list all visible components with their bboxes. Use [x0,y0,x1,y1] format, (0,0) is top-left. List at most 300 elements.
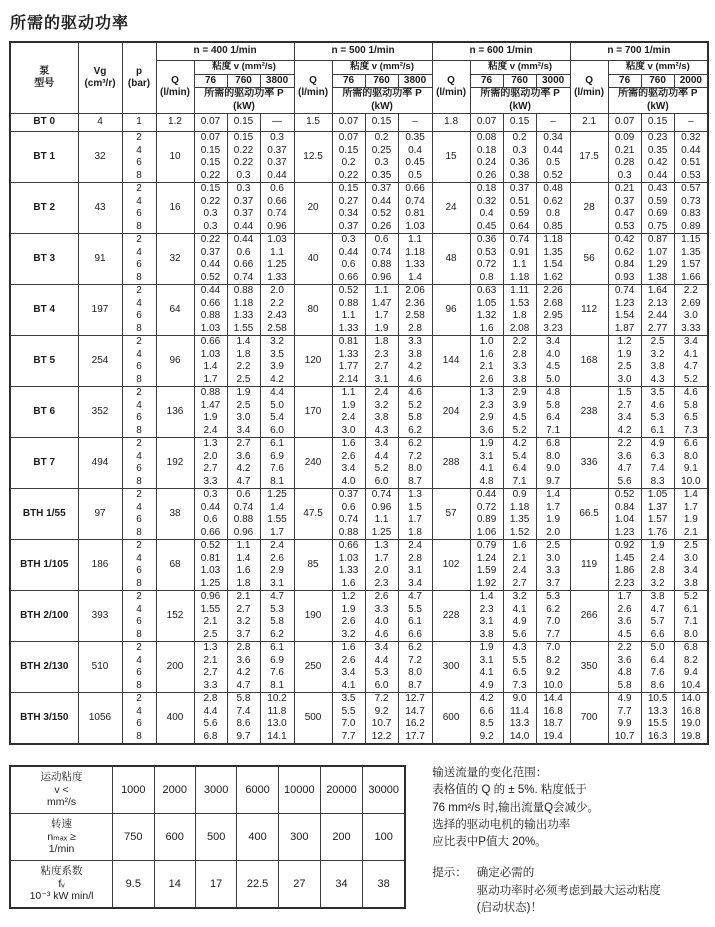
visc-row-label-2: 粘度系数 fᵥ 10⁻³ kW min/l [10,861,113,909]
pump-row-bt-3 [10,234,708,285]
pump-pressures: 2 4 6 8 [122,183,156,234]
power-values-0-1: 1.4 1.8 2.2 2.5 [227,336,260,387]
power-values-2-0: 0.63 1.05 1.32 1.6 [470,285,503,336]
power-values-3-2: 3.4 4.1 4.7 5.2 [674,336,708,387]
viscosity-label-0: 粘度 v (mm²/s) [194,61,294,75]
power-values-0-1: 0.15 0.22 0.22 0.3 [227,132,260,183]
pump-flow-3: 28 [570,183,608,234]
power-values-0-0: 0.52 0.81 1.03 1.25 [194,540,227,591]
pump-vg: 43 [78,183,122,234]
power-values-3-1: 3.8 4.7 5.7 6.6 [641,591,674,642]
col-header-pump-model: 泵 型号 [10,42,78,114]
pump-flow-0: 68 [156,540,194,591]
power-values-1-2: 0.35 0.4 0.45 0.5 [398,132,432,183]
viscosity-tick-2-2: 3000 [536,74,570,88]
power-values-0-1: 0.3 0.37 0.37 0.44 [227,183,260,234]
viscosity-label-2: 粘度 v (mm²/s) [470,61,570,75]
tip-line-1: 驱动功率时必须考虑到最大运动粘度 [476,884,661,897]
pump-pressures: 2 4 6 8 [122,642,156,693]
power-values-3-1: 10.5 13.3 15.5 16.3 [641,693,674,745]
visc-row-0 [10,766,405,814]
power-values-2-0: 0.36 0.53 0.72 0.8 [470,234,503,285]
pump-flow-1: 80 [294,285,332,336]
pump-flow-2: 1.8 [432,114,470,132]
visc-value-0-2: 3000 [195,766,236,814]
speed-group-header-3: n = 700 1/min [570,42,708,61]
power-values-0-0: 0.07 [194,114,227,132]
power-values-3-2: 14.0 16.8 19.0 19.8 [674,693,708,745]
power-values-0-2: 1.03 1.1 1.25 1.33 [260,234,294,285]
power-values-2-1: 0.37 0.51 0.59 0.64 [503,183,536,234]
visc-row-label-1: 转速 nₘₐₓ ≥ 1/min [10,814,113,861]
pump-vg: 186 [78,540,122,591]
power-values-2-1: 9.0 11.4 13.3 14.0 [503,693,536,745]
power-values-1-0: 0.07 0.15 0.2 0.22 [332,132,365,183]
power-values-2-1: 0.15 [503,114,536,132]
pump-flow-2: 15 [432,132,470,183]
power-values-3-1: 0.43 0.59 0.69 0.75 [641,183,674,234]
pump-vg: 352 [78,387,122,438]
power-values-2-2: 0.48 0.62 0.8 0.85 [536,183,570,234]
power-values-3-1: 3.5 4.6 5.3 6.1 [641,387,674,438]
power-values-1-0: 1.6 2.6 3.4 4.1 [332,642,365,693]
visc-value-2-1: 14 [154,861,195,909]
pump-flow-3: 66.5 [570,489,608,540]
pump-flow-1: 250 [294,642,332,693]
pump-model: BTH 2/130 [10,642,78,693]
power-values-1-1: 1.1 1.47 1.7 1.9 [365,285,398,336]
power-values-1-1: 0.37 0.44 0.52 0.26 [365,183,398,234]
power-values-2-0: 1.0 1.6 2.1 2.6 [470,336,503,387]
visc-row-label-0: 运动粘度 v < mm²/s [10,766,113,814]
col-header-flow-3: Q (l/min) [570,61,608,114]
power-values-3-2: 6.6 8.0 9.1 10.0 [674,438,708,489]
pump-row-bt-1 [10,132,708,183]
power-values-3-1: 1.05 1.37 1.57 1.76 [641,489,674,540]
power-values-1-2: 0.66 0.74 0.81 1.03 [398,183,432,234]
power-values-1-0: 0.66 1.03 1.33 1.6 [332,540,365,591]
note-line-2: 76 mm²/s 时,输出流量Q会减少。 [432,801,600,814]
pump-flow-1: 240 [294,438,332,489]
col-header-flow-1: Q (l/min) [294,61,332,114]
viscosity-label-1: 粘度 v (mm²/s) [332,61,432,75]
note-line-0: 输送流量的变化范围： [432,767,548,779]
pump-flow-0: 96 [156,336,194,387]
power-values-3-2: 2.2 2.69 3.0 3.33 [674,285,708,336]
pump-flow-1: 12.5 [294,132,332,183]
visc-value-1-4: 300 [278,814,320,861]
power-values-0-1: 2.8 3.6 4.2 4.7 [227,642,260,693]
viscosity-label-3: 粘度 v (mm²/s) [608,61,708,75]
pump-flow-3: 2.1 [570,114,608,132]
pump-row-bt-0 [10,114,708,132]
speed-group-header-0: n = 400 1/min [156,42,294,61]
note-line-1: 表格值的 Q 的 ± 5%. 粘度低于 [432,784,587,797]
power-values-2-2: 3.4 4.0 4.5 5.0 [536,336,570,387]
power-values-2-1: 4.2 5.4 6.4 7.1 [503,438,536,489]
visc-value-0-5: 20000 [320,766,362,814]
power-values-0-2: — [260,114,294,132]
power-values-2-0: 0.07 [470,114,503,132]
power-values-1-0: 0.52 0.88 1.1 1.33 [332,285,365,336]
visc-row-2 [10,861,405,909]
pump-flow-0: 16 [156,183,194,234]
pump-flow-1: 170 [294,387,332,438]
visc-value-0-6: 30000 [363,766,406,814]
power-values-3-0: 0.21 0.37 0.47 0.53 [608,183,641,234]
pump-flow-3: 238 [570,387,608,438]
power-values-3-1: 4.9 6.3 7.4 8.3 [641,438,674,489]
viscosity-tick-2-1: 760 [503,74,536,88]
pump-flow-0: 38 [156,489,194,540]
pump-row-bt-2 [10,183,708,234]
power-label-3: 所需的驱动功率 P (kW) [608,88,708,114]
power-values-0-0: 0.88 1.47 1.9 2.4 [194,387,227,438]
col-header-vg: Vg (cm³/r) [78,42,122,114]
power-values-3-2: 1.15 1.35 1.57 1.66 [674,234,708,285]
viscosity-limits-table [9,765,406,909]
visc-value-1-1: 600 [154,814,195,861]
power-values-1-2: 2.06 2.36 2.58 2.8 [398,285,432,336]
pump-flow-2: 102 [432,540,470,591]
power-values-1-2: 3.3 3.8 4.2 4.6 [398,336,432,387]
pump-flow-3: 700 [570,693,608,745]
pump-flow-2: 144 [432,336,470,387]
power-label-1: 所需的驱动功率 P (kW) [332,88,432,114]
visc-value-0-4: 10000 [278,766,320,814]
pump-pressures: 2 4 6 8 [122,540,156,591]
power-values-0-0: 0.66 1.03 1.4 1.7 [194,336,227,387]
power-values-0-1: 5.8 7.4 8.6 9.7 [227,693,260,745]
pump-flow-0: 200 [156,642,194,693]
pump-flow-0: 10 [156,132,194,183]
pump-model: BT 4 [10,285,78,336]
power-values-3-0: 0.74 1.23 1.54 1.87 [608,285,641,336]
power-values-3-2: – [674,114,708,132]
power-values-2-1: 4.3 5.5 6.5 7.3 [503,642,536,693]
pump-pressures: 2 4 6 8 [122,234,156,285]
pump-flow-1: 20 [294,183,332,234]
power-values-3-2: 0.57 0.73 0.83 0.89 [674,183,708,234]
speed-group-header-2: n = 600 1/min [432,42,570,61]
pump-model: BT 6 [10,387,78,438]
pump-model: BTH 3/150 [10,693,78,745]
power-values-2-1: 2.9 3.9 4.5 5.2 [503,387,536,438]
power-values-1-0: 0.3 0.44 0.6 0.66 [332,234,365,285]
pump-vg: 197 [78,285,122,336]
pump-flow-0: 400 [156,693,194,745]
pump-flow-1: 1.5 [294,114,332,132]
power-values-1-0: 0.07 [332,114,365,132]
pump-flow-3: 112 [570,285,608,336]
pump-vg: 1056 [78,693,122,745]
power-values-1-1: 0.74 0.96 1.1 1.25 [365,489,398,540]
power-values-1-0: 1.1 1.9 2.4 3.0 [332,387,365,438]
tip-line-2: (启动状态)！ [476,901,542,914]
power-values-3-0: 0.42 0.62 0.84 0.93 [608,234,641,285]
visc-value-2-4: 27 [278,861,320,909]
power-values-2-2: 5.3 6.2 7.0 7.7 [536,591,570,642]
pump-vg: 393 [78,591,122,642]
tip-line-0: 确定必需的 [476,867,535,880]
pump-flow-3: 336 [570,438,608,489]
power-values-1-0: 1.6 2.6 3.4 4.0 [332,438,365,489]
power-values-2-1: 0.2 0.3 0.36 0.38 [503,132,536,183]
power-values-1-1: 0.2 0.25 0.3 0.35 [365,132,398,183]
pump-vg: 494 [78,438,122,489]
power-values-3-2: 4.6 5.8 6.5 7.3 [674,387,708,438]
pump-pressures: 2 4 6 8 [122,591,156,642]
pump-flow-0: 192 [156,438,194,489]
visc-value-2-0: 9.5 [113,861,154,909]
power-values-1-2: 4.6 5.2 5.8 6.2 [398,387,432,438]
pump-flow-2: 600 [432,693,470,745]
power-values-1-2: 6.2 7.2 8.0 8.7 [398,642,432,693]
page-title: 所需的驱动功率 [10,15,130,32]
power-values-1-1: 3.4 4.4 5.3 6.0 [365,642,398,693]
power-values-1-2: – [398,114,432,132]
power-values-2-2: 14.4 16.8 18.7 19.4 [536,693,570,745]
visc-value-1-3: 400 [237,814,278,861]
pump-flow-3: 56 [570,234,608,285]
pump-flow-3: 168 [570,336,608,387]
pump-flow-0: 32 [156,234,194,285]
power-values-2-0: 0.79 1.24 1.59 1.92 [470,540,503,591]
visc-row-1 [10,814,405,861]
power-values-2-0: 1.3 2.3 2.9 3.6 [470,387,503,438]
pump-flow-2: 96 [432,285,470,336]
power-values-1-0: 0.81 1.33 1.77 2.14 [332,336,365,387]
visc-value-1-6: 100 [363,814,406,861]
power-values-0-0: 0.15 0.22 0.3 0.3 [194,183,227,234]
visc-value-1-5: 200 [320,814,362,861]
power-values-3-2: 0.32 0.44 0.51 0.53 [674,132,708,183]
power-values-0-2: 0.3 0.37 0.37 0.44 [260,132,294,183]
power-values-0-2: 3.2 3.5 3.9 4.2 [260,336,294,387]
power-values-0-0: 0.22 0.37 0.44 0.52 [194,234,227,285]
power-values-1-1: 2.4 3.2 3.8 4.3 [365,387,398,438]
power-values-2-2: 4.8 5.8 6.4 7.1 [536,387,570,438]
pump-flow-2: 228 [432,591,470,642]
viscosity-tick-0-0: 76 [194,74,227,88]
power-values-0-0: 0.44 0.66 0.88 1.03 [194,285,227,336]
note-line-3: 选择的驱动电机的输出功率 [432,818,571,831]
pump-row-bth-2-130 [10,642,708,693]
pump-row-bt-7 [10,438,708,489]
power-values-1-1: 7.2 9.2 10.7 12.2 [365,693,398,745]
power-values-0-2: 0.6 0.66 0.74 0.96 [260,183,294,234]
power-values-0-2: 10.2 11.8 13.0 14.1 [260,693,294,745]
pump-flow-2: 300 [432,642,470,693]
pump-flow-0: 152 [156,591,194,642]
power-values-3-0: 4.9 7.7 9.9 10.7 [608,693,641,745]
pump-vg: 254 [78,336,122,387]
power-values-0-2: 4.4 5.0 5.4 6.0 [260,387,294,438]
viscosity-tick-1-1: 760 [365,74,398,88]
tip-label: 提示： [432,867,467,880]
power-values-1-1: 2.6 3.3 4.0 4.6 [365,591,398,642]
pump-vg: 4 [78,114,122,132]
visc-value-1-0: 750 [113,814,154,861]
power-values-2-1: 0.9 1.18 1.35 1.52 [503,489,536,540]
power-values-3-2: 1.4 1.7 1.9 2.1 [674,489,708,540]
power-values-3-1: 1.9 2.4 2.8 3.2 [641,540,674,591]
power-values-0-1: 0.15 [227,114,260,132]
pump-pressures: 2 4 6 8 [122,693,156,745]
pump-flow-1: 500 [294,693,332,745]
power-values-1-0: 3.5 5.5 7.0 7.7 [332,693,365,745]
viscosity-tick-3-2: 2000 [674,74,708,88]
power-values-1-2: 4.7 5.5 6.1 6.6 [398,591,432,642]
visc-value-1-2: 500 [195,814,236,861]
power-values-2-1: 3.2 4.1 4.9 5.6 [503,591,536,642]
power-values-0-0: 1.3 2.0 2.7 3.3 [194,438,227,489]
pump-model: BTH 2/100 [10,591,78,642]
power-values-0-1: 0.6 0.74 0.88 0.96 [227,489,260,540]
col-header-pressure: p (bar) [122,42,156,114]
power-label-0: 所需的驱动功率 P (kW) [194,88,294,114]
power-values-3-1: 0.15 [641,114,674,132]
pump-flow-0: 64 [156,285,194,336]
viscosity-tick-0-1: 760 [227,74,260,88]
power-values-2-0: 0.08 0.18 0.24 0.26 [470,132,503,183]
pump-row-bth-2-100 [10,591,708,642]
pump-flow-2: 24 [432,183,470,234]
pump-flow-2: 57 [432,489,470,540]
viscosity-tick-2-0: 76 [470,74,503,88]
visc-value-2-5: 34 [320,861,362,909]
tip-block [432,865,706,917]
pump-vg: 97 [78,489,122,540]
power-values-0-2: 6.1 6.9 7.6 8.1 [260,438,294,489]
power-values-0-1: 2.7 3.6 4.2 4.7 [227,438,260,489]
power-values-2-2: 6.8 8.0 9.0 9.7 [536,438,570,489]
power-values-0-1: 1.9 2.5 3.0 3.4 [227,387,260,438]
power-values-0-2: 4.7 5.3 5.8 6.2 [260,591,294,642]
pump-model: BTH 1/105 [10,540,78,591]
power-values-1-2: 1.1 1.18 1.33 1.4 [398,234,432,285]
pump-model: BTH 1/55 [10,489,78,540]
power-values-0-2: 2.0 2.2 2.43 2.58 [260,285,294,336]
power-values-1-2: 6.2 7.2 8.0 8.7 [398,438,432,489]
pump-model: BT 0 [10,114,78,132]
pump-model: BT 3 [10,234,78,285]
pump-flow-1: 40 [294,234,332,285]
power-values-3-0: 0.92 1.45 1.86 2.23 [608,540,641,591]
visc-value-0-1: 2000 [154,766,195,814]
pump-flow-1: 190 [294,591,332,642]
power-values-1-2: 2.4 2.8 3.1 3.4 [398,540,432,591]
power-values-1-1: 1.8 2.3 2.7 3.1 [365,336,398,387]
visc-value-2-2: 17 [195,861,236,909]
pump-pressures: 2 4 6 8 [122,387,156,438]
power-values-2-1: 2.2 2.8 3.3 3.8 [503,336,536,387]
power-values-1-1: 0.15 [365,114,398,132]
pump-flow-3: 350 [570,642,608,693]
pump-flow-3: 119 [570,540,608,591]
pump-row-bt-4 [10,285,708,336]
viscosity-tick-1-2: 3800 [398,74,432,88]
pump-model: BT 1 [10,132,78,183]
power-values-2-1: 1.11 1.53 1.8 2.08 [503,285,536,336]
power-values-3-1: 0.87 1.07 1.29 1.38 [641,234,674,285]
speed-group-header-1: n = 500 1/min [294,42,432,61]
power-values-1-0: 0.37 0.6 0.74 0.88 [332,489,365,540]
power-values-3-0: 1.2 1.9 2.5 3.0 [608,336,641,387]
power-label-2: 所需的驱动功率 P (kW) [470,88,570,114]
power-values-2-0: 1.9 3.1 4.1 4.9 [470,642,503,693]
power-values-0-1: 1.1 1.4 1.6 1.8 [227,540,260,591]
power-values-0-0: 0.96 1.55 2.1 2.5 [194,591,227,642]
power-values-3-0: 1.5 2.7 3.4 4.2 [608,387,641,438]
power-values-1-1: 0.6 0.74 0.88 0.96 [365,234,398,285]
power-values-3-0: 2.2 3.6 4.8 5.8 [608,642,641,693]
power-values-0-0: 1.3 2.1 2.7 3.3 [194,642,227,693]
power-values-3-1: 1.64 2.13 2.44 2.77 [641,285,674,336]
header-row-speeds [10,42,708,61]
power-values-3-2: 5.2 6.1 7.1 8.0 [674,591,708,642]
pump-flow-1: 85 [294,540,332,591]
viscosity-tick-3-0: 76 [608,74,641,88]
power-values-2-2: – [536,114,570,132]
power-values-2-0: 1.9 3.1 4.1 4.8 [470,438,503,489]
power-values-0-1: 0.44 0.6 0.66 0.74 [227,234,260,285]
pump-row-bt-6 [10,387,708,438]
pump-row-bth-1-55 [10,489,708,540]
power-values-0-1: 0.88 1.18 1.33 1.55 [227,285,260,336]
pump-pressures: 2 4 6 8 [122,132,156,183]
power-values-1-0: 1.2 1.9 2.6 3.2 [332,591,365,642]
pump-row-bt-5 [10,336,708,387]
power-values-0-0: 2.8 4.4 5.6 6.8 [194,693,227,745]
pump-flow-1: 47.5 [294,489,332,540]
power-values-0-2: 2.4 2.6 2.9 3.1 [260,540,294,591]
pump-flow-3: 266 [570,591,608,642]
pump-pressures: 2 4 6 8 [122,438,156,489]
pump-row-bth-3-150 [10,693,708,745]
power-values-2-1: 0.74 0.91 1.1 1.18 [503,234,536,285]
pump-pressures: 2 4 6 8 [122,285,156,336]
pump-model: BT 2 [10,183,78,234]
power-values-1-0: 0.15 0.27 0.34 0.37 [332,183,365,234]
power-values-2-2: 1.4 1.7 1.9 2.0 [536,489,570,540]
note-line-4: 应比表中P值大 20%。 [432,836,547,848]
power-values-2-2: 7.0 8.2 9.2 10.0 [536,642,570,693]
visc-value-2-3: 22.5 [237,861,278,909]
pump-flow-0: 1.2 [156,114,194,132]
bottom-section [9,765,706,917]
pump-pressures: 2 4 6 8 [122,489,156,540]
power-values-2-0: 4.2 6.6 8.5 9.2 [470,693,503,745]
viscosity-tick-3-1: 760 [641,74,674,88]
pump-flow-2: 48 [432,234,470,285]
power-values-2-0: 0.18 0.32 0.4 0.45 [470,183,503,234]
pump-row-bth-1-105 [10,540,708,591]
col-header-flow-2: Q (l/min) [432,61,470,114]
power-values-0-0: 0.3 0.44 0.6 0.66 [194,489,227,540]
pump-model: BT 7 [10,438,78,489]
power-values-1-2: 12.7 14.7 16.2 17.7 [398,693,432,745]
power-values-2-2: 2.26 2.68 2.95 3.23 [536,285,570,336]
power-values-3-0: 1.7 2.6 3.6 4.5 [608,591,641,642]
pump-vg: 510 [78,642,122,693]
power-values-3-0: 2.2 3.6 4.7 5.6 [608,438,641,489]
visc-value-0-0: 1000 [113,766,154,814]
pump-model: BT 5 [10,336,78,387]
visc-value-2-6: 38 [363,861,406,909]
power-values-2-1: 1.6 2.1 2.4 2.7 [503,540,536,591]
pump-pressures: 2 4 6 8 [122,336,156,387]
